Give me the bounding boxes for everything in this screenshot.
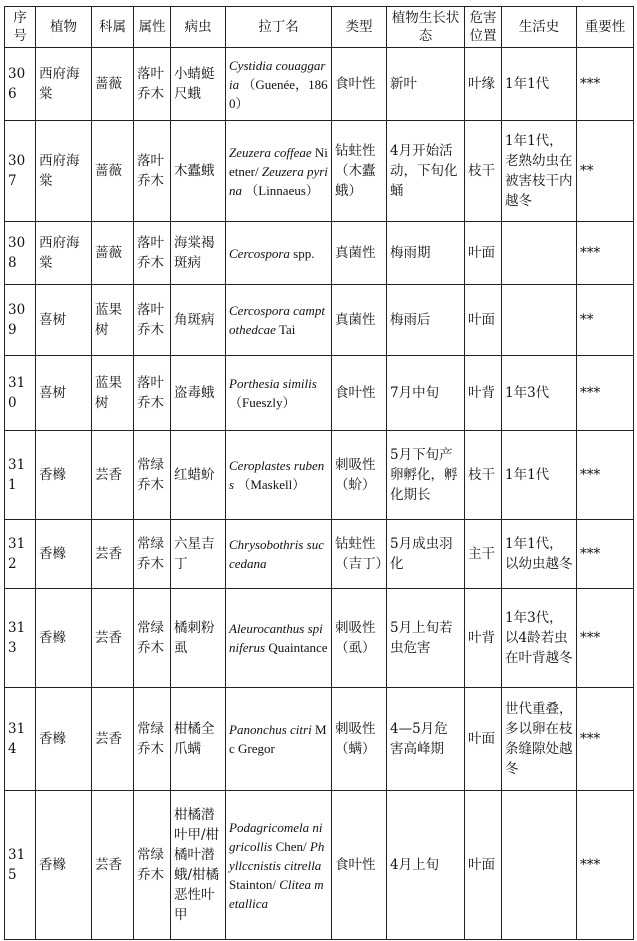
cell-pest: 柑橘全爪螨	[171, 688, 226, 791]
cell-family: 芸香	[92, 688, 134, 791]
latin-name-italic: Ceroplastes rubens	[229, 458, 325, 492]
cell-attr: 落叶乔木	[134, 285, 171, 356]
cell-plant: 西府海棠	[36, 222, 92, 285]
cell-type: 真菌性	[332, 222, 387, 285]
latin-name-author: Stainton/	[229, 876, 276, 892]
table-row	[5, 520, 634, 589]
cell-latin	[226, 589, 332, 688]
table-row	[5, 431, 634, 520]
cell-pest: 盗毒蛾	[171, 356, 226, 431]
header-family: 科属	[92, 7, 134, 48]
header-type: 类型	[332, 7, 387, 48]
cell-family: 蔷薇	[92, 222, 134, 285]
cell-life	[502, 791, 577, 940]
cell-position: 枝干	[465, 431, 502, 520]
cell-life: 1年1代，以幼虫越冬	[502, 520, 577, 589]
cell-importance: **	[577, 285, 634, 356]
cell-life: 1年1代	[502, 431, 577, 520]
cell-family: 芸香	[92, 791, 134, 940]
cell-importance: ***	[577, 222, 634, 285]
cell-position: 叶面	[465, 285, 502, 356]
cell-latin	[226, 520, 332, 589]
table-row	[5, 121, 634, 222]
latin-name-italic: Panonchus citri	[229, 722, 312, 737]
cell-family: 芸香	[92, 520, 134, 589]
latin-name-author: Nietner/	[229, 144, 328, 179]
cell-importance: ***	[577, 520, 634, 589]
cell-position: 叶缘	[465, 48, 502, 121]
latin-name-author: （Fueszly）	[229, 395, 296, 410]
cell-family: 蓝果树	[92, 285, 134, 356]
cell-latin	[226, 121, 332, 222]
cell-position: 叶面	[465, 222, 502, 285]
cell-plant: 香橼	[36, 589, 92, 688]
latin-name-author: Tai	[278, 322, 296, 337]
latin-name-author: Quaintance	[268, 640, 328, 655]
latin-name-italic: Cercospora	[229, 245, 290, 261]
cell-family: 蔷薇	[92, 121, 134, 222]
cell-status: 4月上旬	[387, 791, 465, 940]
cell-attr: 常绿乔木	[134, 520, 171, 589]
cell-status: 梅雨后	[387, 285, 465, 356]
cell-life	[502, 285, 577, 356]
table-row	[5, 791, 634, 940]
cell-type: 食叶性	[332, 356, 387, 431]
table-row	[5, 48, 634, 121]
cell-attr: 常绿乔木	[134, 688, 171, 791]
cell-attr: 常绿乔木	[134, 589, 171, 688]
cell-status: 梅雨期	[387, 222, 465, 285]
cell-pest: 海棠褐斑病	[171, 222, 226, 285]
cell-plant: 香橼	[36, 520, 92, 589]
cell-status: 5月上旬若虫危害	[387, 589, 465, 688]
cell-no: 313	[5, 589, 36, 688]
cell-type: 钻蛀性（吉丁）	[332, 520, 387, 589]
cell-latin	[226, 222, 332, 285]
cell-plant: 喜树	[36, 285, 92, 356]
cell-pest: 橘刺粉虱	[171, 589, 226, 688]
cell-pest: 小蜻蜓尺蛾	[171, 48, 226, 121]
header-status: 植物生长状态	[387, 7, 465, 48]
cell-attr: 落叶乔木	[134, 222, 171, 285]
header-no: 序号	[5, 7, 36, 48]
latin-name-italic: Cercospora camptothedcae	[229, 303, 325, 337]
latin-name-author: （Guenée，1860）	[229, 76, 328, 111]
latin-name-author: Mc Gregor	[229, 722, 327, 756]
latin-name-italic: Porthesia similis	[229, 376, 317, 391]
cell-pest: 六星吉丁	[171, 520, 226, 589]
cell-importance: ***	[577, 431, 634, 520]
cell-pest: 红蜡蚧	[171, 431, 226, 520]
cell-attr: 常绿乔木	[134, 791, 171, 940]
cell-no: 314	[5, 688, 36, 791]
cell-type: 刺吸性（虱）	[332, 589, 387, 688]
table-row	[5, 589, 634, 688]
cell-importance: ***	[577, 688, 634, 791]
cell-plant: 香橼	[36, 791, 92, 940]
cell-position: 叶背	[465, 589, 502, 688]
cell-importance: ***	[577, 589, 634, 688]
pest-table	[4, 6, 634, 940]
cell-status: 5月成虫羽化	[387, 520, 465, 589]
cell-status: 7月中旬	[387, 356, 465, 431]
cell-attr: 常绿乔木	[134, 431, 171, 520]
cell-no: 315	[5, 791, 36, 940]
cell-latin	[226, 431, 332, 520]
cell-position: 叶面	[465, 791, 502, 940]
header-attr: 属性	[134, 7, 171, 48]
cell-no: 309	[5, 285, 36, 356]
cell-type: 真菌性	[332, 285, 387, 356]
cell-type: 刺吸性（蚧）	[332, 431, 387, 520]
cell-importance: **	[577, 121, 634, 222]
table-row	[5, 285, 634, 356]
cell-attr: 落叶乔木	[134, 121, 171, 222]
cell-plant: 香橼	[36, 688, 92, 791]
cell-no: 310	[5, 356, 36, 431]
header-plant: 植物	[36, 7, 92, 48]
cell-latin	[226, 48, 332, 121]
cell-plant: 西府海棠	[36, 48, 92, 121]
cell-status: 4—5月危害高峰期	[387, 688, 465, 791]
latin-name-author: （Maskell）	[237, 477, 306, 492]
cell-status: 4月开始活动，下旬化蛹	[387, 121, 465, 222]
latin-name-italic: Zeuzera pyrina	[229, 163, 328, 198]
cell-position: 主干	[465, 520, 502, 589]
cell-latin	[226, 791, 332, 940]
cell-family: 蓝果树	[92, 356, 134, 431]
cell-no: 312	[5, 520, 36, 589]
latin-name-author: spp.	[293, 245, 315, 261]
header-latin: 拉丁名	[226, 7, 332, 48]
cell-importance: ***	[577, 356, 634, 431]
latin-name-author: （Linnaeus）	[245, 182, 319, 198]
cell-attr: 落叶乔木	[134, 356, 171, 431]
cell-life: 1年3代	[502, 356, 577, 431]
cell-pest: 角斑病	[171, 285, 226, 356]
cell-life: 1年1代	[502, 48, 577, 121]
latin-name-italic: Chrysobothris succedana	[229, 537, 324, 571]
latin-name-italic: Cystidia couaggaria	[229, 57, 326, 92]
latin-name-author: Chen/	[275, 838, 307, 854]
cell-no: 308	[5, 222, 36, 285]
cell-plant: 西府海棠	[36, 121, 92, 222]
cell-latin	[226, 285, 332, 356]
latin-name-italic: Clitea metallica	[229, 876, 324, 911]
cell-pest: 柑橘潜叶甲/柑橘叶潜蛾/柑橘恶性叶甲	[171, 791, 226, 940]
cell-life: 1年1代，老熟幼虫在被害枝干内越冬	[502, 121, 577, 222]
cell-life	[502, 222, 577, 285]
cell-life: 1年3代，以4龄若虫在叶背越冬	[502, 589, 577, 688]
cell-importance: ***	[577, 791, 634, 940]
header-importance: 重要性	[577, 7, 634, 48]
latin-name-italic: Aleurocanthus spiniferus	[229, 621, 323, 655]
latin-name-italic: Podagricomela nigricollis	[229, 819, 323, 854]
cell-status: 5月下旬产卵孵化，孵化期长	[387, 431, 465, 520]
cell-type: 食叶性	[332, 48, 387, 121]
cell-plant: 香橼	[36, 431, 92, 520]
cell-type: 食叶性	[332, 791, 387, 940]
cell-attr: 落叶乔木	[134, 48, 171, 121]
cell-pest: 木蠹蛾	[171, 121, 226, 222]
cell-latin	[226, 688, 332, 791]
cell-type: 刺吸性（螨）	[332, 688, 387, 791]
cell-family: 芸香	[92, 431, 134, 520]
cell-position: 叶背	[465, 356, 502, 431]
cell-life: 世代重叠，多以卵在枝条缝隙处越冬	[502, 688, 577, 791]
header-life: 生活史	[502, 7, 577, 48]
header-pest: 病虫	[171, 7, 226, 48]
table-row	[5, 222, 634, 285]
cell-position: 枝干	[465, 121, 502, 222]
latin-name-italic: Phyllccnistis citrella	[229, 838, 325, 873]
cell-no: 311	[5, 431, 36, 520]
cell-no: 306	[5, 48, 36, 121]
table-body	[5, 48, 634, 940]
cell-family: 蔷薇	[92, 48, 134, 121]
header-row	[5, 7, 634, 48]
latin-name-italic: Zeuzera coffeae	[229, 144, 312, 160]
cell-no: 307	[5, 121, 36, 222]
cell-family: 芸香	[92, 589, 134, 688]
cell-type: 钻蛀性（木蠹蛾）	[332, 121, 387, 222]
table-row	[5, 356, 634, 431]
cell-plant: 喜树	[36, 356, 92, 431]
cell-status: 新叶	[387, 48, 465, 121]
table-row	[5, 688, 634, 791]
cell-latin	[226, 356, 332, 431]
header-position: 危害位置	[465, 7, 502, 48]
cell-importance: ***	[577, 48, 634, 121]
cell-position: 叶面	[465, 688, 502, 791]
